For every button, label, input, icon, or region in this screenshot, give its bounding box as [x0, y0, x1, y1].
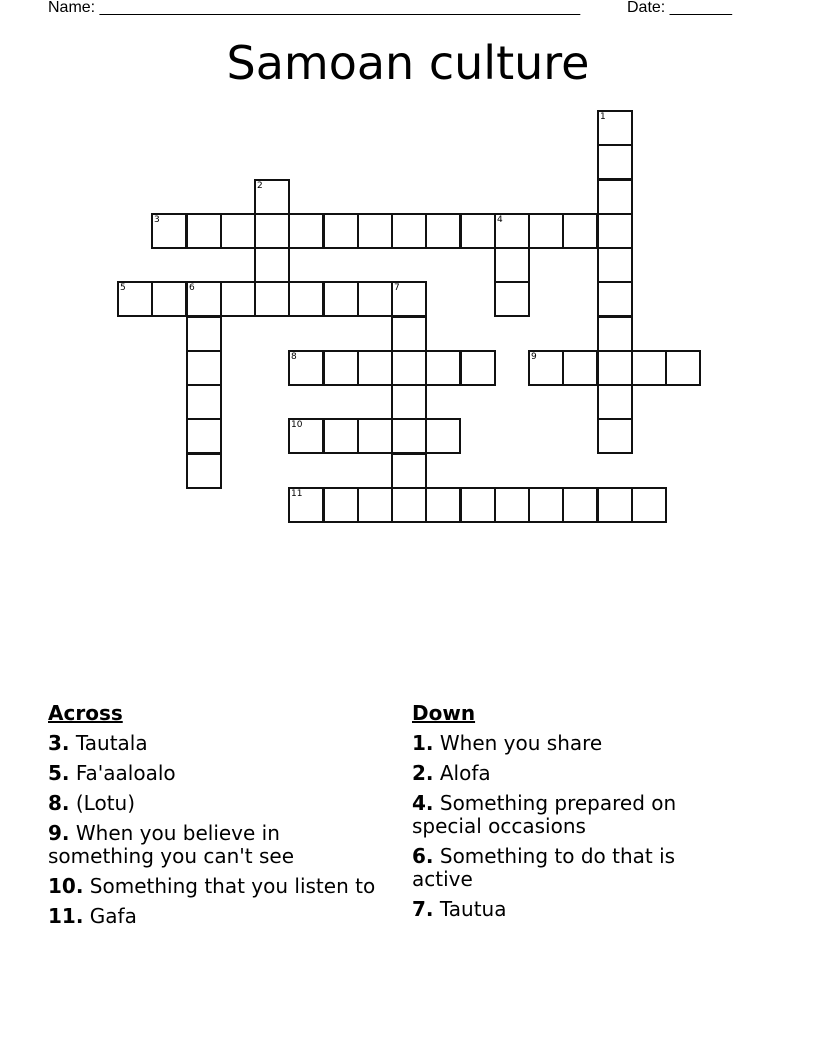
clue-number: 3.	[48, 731, 70, 755]
grid-cell[interactable]	[562, 350, 598, 386]
grid-cell[interactable]	[323, 213, 359, 249]
down-heading: Down	[412, 701, 476, 725]
grid-cell[interactable]	[665, 350, 701, 386]
clue-number: 10.	[48, 874, 84, 898]
cell-number: 9	[531, 352, 537, 362]
clue-text: When you share	[433, 731, 603, 755]
grid-cell[interactable]	[425, 213, 461, 249]
grid-cell[interactable]	[186, 281, 222, 317]
cell-number: 10	[291, 420, 303, 430]
grid-cell[interactable]	[288, 487, 324, 523]
clue-text: (Lotu)	[69, 791, 136, 815]
grid-cell[interactable]	[391, 453, 427, 489]
grid-cell[interactable]	[597, 281, 633, 317]
clue-across-8	[48, 792, 388, 815]
cell-number: 3	[154, 215, 160, 225]
grid-cell[interactable]	[186, 453, 222, 489]
grid-cell[interactable]	[562, 213, 598, 249]
clue-text: Alofa	[433, 761, 491, 785]
grid-cell[interactable]	[631, 350, 667, 386]
grid-cell[interactable]	[460, 350, 496, 386]
clue-down-6	[412, 845, 742, 891]
clue-number: 6.	[412, 844, 434, 868]
grid-cell[interactable]	[597, 110, 633, 146]
grid-cell[interactable]	[288, 418, 324, 454]
clue-text: Gafa	[83, 904, 137, 928]
grid-cell[interactable]	[151, 281, 187, 317]
grid-cell[interactable]	[391, 384, 427, 420]
clue-across-5	[48, 762, 388, 785]
clue-number: 4.	[412, 791, 434, 815]
grid-cell[interactable]	[254, 281, 290, 317]
clue-down-4	[412, 792, 742, 838]
grid-cell[interactable]	[357, 487, 393, 523]
clue-across-9	[48, 822, 388, 868]
grid-cell[interactable]	[357, 281, 393, 317]
clue-down-1	[412, 732, 742, 755]
grid-cell[interactable]	[254, 247, 290, 283]
grid-cell[interactable]	[288, 350, 324, 386]
grid-cell[interactable]	[254, 179, 290, 215]
grid-cell[interactable]	[528, 487, 564, 523]
grid-cell[interactable]	[391, 316, 427, 352]
grid-cell[interactable]	[357, 418, 393, 454]
grid-cell[interactable]	[425, 350, 461, 386]
grid-cell[interactable]	[528, 350, 564, 386]
grid-cell[interactable]	[391, 418, 427, 454]
grid-cell[interactable]	[597, 144, 633, 180]
grid-cell[interactable]	[597, 213, 633, 249]
grid-cell[interactable]	[460, 487, 496, 523]
name-field-label: Name: ______________________________________________________	[48, 0, 581, 16]
clue-down-2	[412, 762, 742, 785]
grid-cell[interactable]	[186, 316, 222, 352]
clue-number: 7.	[412, 897, 434, 921]
grid-cell[interactable]	[597, 384, 633, 420]
clue-text: When you believe in something you can't see	[48, 821, 295, 868]
grid-cell[interactable]	[151, 213, 187, 249]
grid-cell[interactable]	[425, 487, 461, 523]
clue-number: 9.	[48, 821, 70, 845]
grid-cell[interactable]	[220, 281, 256, 317]
grid-cell[interactable]	[597, 487, 633, 523]
clue-number: 5.	[48, 761, 70, 785]
cell-number: 8	[291, 352, 297, 362]
cell-number: 7	[394, 283, 400, 293]
clue-across-10	[48, 875, 388, 898]
clue-text: Something prepared on special occasions	[412, 791, 677, 838]
grid-cell[interactable]	[186, 213, 222, 249]
page-title: Samoan culture	[226, 36, 590, 90]
grid-cell[interactable]	[323, 350, 359, 386]
grid-cell[interactable]	[391, 487, 427, 523]
clue-text: Something that you listen to	[83, 874, 376, 898]
grid-cell[interactable]	[357, 350, 393, 386]
across-heading: Across	[48, 701, 123, 725]
cell-number: 6	[189, 283, 195, 293]
grid-cell[interactable]	[323, 281, 359, 317]
grid-cell[interactable]	[391, 281, 427, 317]
grid-cell[interactable]	[391, 213, 427, 249]
grid-cell[interactable]	[494, 487, 530, 523]
clue-across-11	[48, 905, 388, 928]
grid-cell[interactable]	[186, 350, 222, 386]
grid-cell[interactable]	[597, 247, 633, 283]
grid-cell[interactable]	[597, 316, 633, 352]
date-field-label: Date: _______	[627, 0, 732, 16]
cell-number: 5	[120, 283, 126, 293]
clue-number: 11.	[48, 904, 84, 928]
grid-cell[interactable]	[288, 213, 324, 249]
grid-cell[interactable]	[494, 247, 530, 283]
grid-cell[interactable]	[186, 418, 222, 454]
grid-cell[interactable]	[323, 418, 359, 454]
grid-cell[interactable]	[288, 281, 324, 317]
clue-text: Tautua	[433, 897, 507, 921]
clue-text: Tautala	[69, 731, 148, 755]
grid-cell[interactable]	[186, 384, 222, 420]
grid-cell[interactable]	[425, 418, 461, 454]
clue-text: Something to do that is active	[412, 844, 676, 891]
grid-cell[interactable]	[562, 487, 598, 523]
across-clues	[48, 702, 388, 935]
down-clues	[412, 702, 742, 928]
grid-cell[interactable]	[391, 350, 427, 386]
clue-across-3	[48, 732, 388, 755]
clue-number: 1.	[412, 731, 434, 755]
grid-cell[interactable]	[117, 281, 153, 317]
clue-number: 2.	[412, 761, 434, 785]
grid-cell[interactable]	[323, 487, 359, 523]
grid-cell[interactable]	[597, 179, 633, 215]
grid-cell[interactable]	[220, 213, 256, 249]
cell-number: 2	[257, 181, 263, 191]
grid-cell[interactable]	[631, 487, 667, 523]
cell-number: 1	[600, 112, 606, 122]
grid-cell[interactable]	[254, 213, 290, 249]
clue-number: 8.	[48, 791, 70, 815]
clue-text: Fa'aaloalo	[69, 761, 176, 785]
grid-cell[interactable]	[357, 213, 393, 249]
grid-cell[interactable]	[460, 213, 496, 249]
clue-down-7	[412, 898, 742, 921]
grid-cell[interactable]	[597, 350, 633, 386]
grid-cell[interactable]	[494, 281, 530, 317]
grid-cell[interactable]	[597, 418, 633, 454]
grid-cell[interactable]	[528, 213, 564, 249]
grid-cell[interactable]	[494, 213, 530, 249]
cell-number: 4	[497, 215, 503, 225]
cell-number: 11	[291, 489, 303, 499]
